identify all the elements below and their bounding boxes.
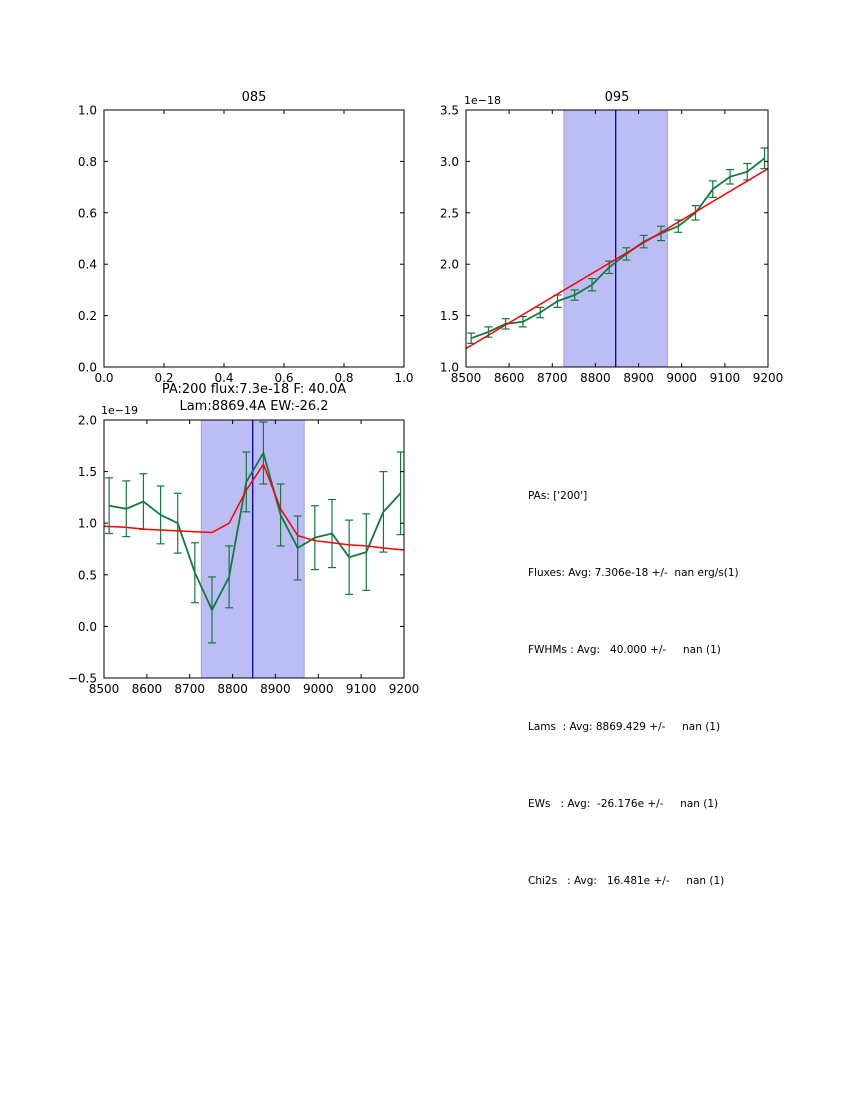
stats-line-pas: PAs: ['200'] <box>528 490 588 503</box>
panel-085-title: 085 <box>241 90 267 105</box>
x-tick-label: 0.0 <box>94 371 114 385</box>
x-tick-label: 0.8 <box>334 371 354 385</box>
x-tick-label: 8900 <box>623 371 654 385</box>
y-tick-label: 2.5 <box>439 206 459 221</box>
y-tick-label: 0.0 <box>77 619 97 634</box>
panel-085 <box>78 104 414 386</box>
x-tick-label: 0.6 <box>274 371 294 385</box>
panel-095-y-offset-label: 1e−18 <box>464 94 501 107</box>
stats-line-lams: Lams : Avg: 8869.429 +/- nan (1) <box>528 721 721 734</box>
panel-bottom-y-offset-label: 1e−19 <box>101 404 138 417</box>
x-tick-label: 8900 <box>260 682 291 696</box>
y-tick-label: 1.0 <box>439 360 459 375</box>
y-tick-label: 2.0 <box>439 257 459 272</box>
x-tick-label: 8700 <box>174 682 205 696</box>
y-tick-label: 3.5 <box>439 103 459 118</box>
x-tick-label: 8800 <box>580 371 611 385</box>
y-tick-label: 1.5 <box>439 309 459 324</box>
panel-bottom-title-line1: PA:200 flux:7.3e-18 F: 40.0A <box>161 382 347 397</box>
y-tick-label: 0.8 <box>77 154 97 169</box>
stats-line-chi2s: Chi2s : Avg: 16.481e +/- nan (1) <box>528 875 725 888</box>
y-tick-label: 0.0 <box>77 360 97 375</box>
panel-095 <box>440 104 783 386</box>
x-tick-label: 8600 <box>131 682 163 696</box>
y-tick-label: −0.5 <box>67 671 97 686</box>
y-tick-label: 0.6 <box>77 206 97 221</box>
y-tick-label: 1.5 <box>77 465 97 480</box>
stats-line-fluxes: Fluxes: Avg: 7.306e-18 +/- nan erg/s(1) <box>528 567 739 580</box>
y-tick-label: 0.5 <box>77 568 97 583</box>
y-tick-label: 2.0 <box>77 413 97 428</box>
panel-bottom <box>68 414 419 697</box>
panel-bottom-title-line2: Lam:8869.4A EW:-26.2 <box>179 399 329 414</box>
y-tick-label: 0.2 <box>77 309 97 324</box>
x-tick-label: 8700 <box>537 371 568 385</box>
y-tick-label: 1.0 <box>77 103 97 118</box>
x-tick-label: 9100 <box>345 682 377 696</box>
x-tick-label: 9200 <box>388 682 420 696</box>
x-tick-label: 0.4 <box>214 371 234 385</box>
axes-ticks <box>78 104 414 386</box>
stats-panel <box>528 433 739 946</box>
panel-095-title: 095 <box>604 90 630 105</box>
x-tick-label: 9000 <box>666 371 697 385</box>
x-tick-label: 0.2 <box>154 371 174 385</box>
axes-frame <box>104 110 404 367</box>
y-tick-label: 1.0 <box>77 516 97 531</box>
x-tick-label: 9200 <box>752 371 784 385</box>
stats-line-ews: EWs : Avg: -26.176e +/- nan (1) <box>528 798 719 811</box>
stats-line-fwhms: FWHMs : Avg: 40.000 +/- nan (1) <box>528 644 721 657</box>
x-tick-label: 9100 <box>709 371 741 385</box>
x-tick-label: 1.0 <box>394 371 414 385</box>
y-tick-label: 0.4 <box>77 257 97 272</box>
x-tick-label: 8500 <box>450 371 482 385</box>
x-tick-label: 8500 <box>88 682 120 696</box>
x-tick-label: 8800 <box>217 682 248 696</box>
x-tick-label: 9000 <box>303 682 334 696</box>
y-tick-label: 3.0 <box>439 154 459 169</box>
x-tick-label: 8600 <box>493 371 525 385</box>
